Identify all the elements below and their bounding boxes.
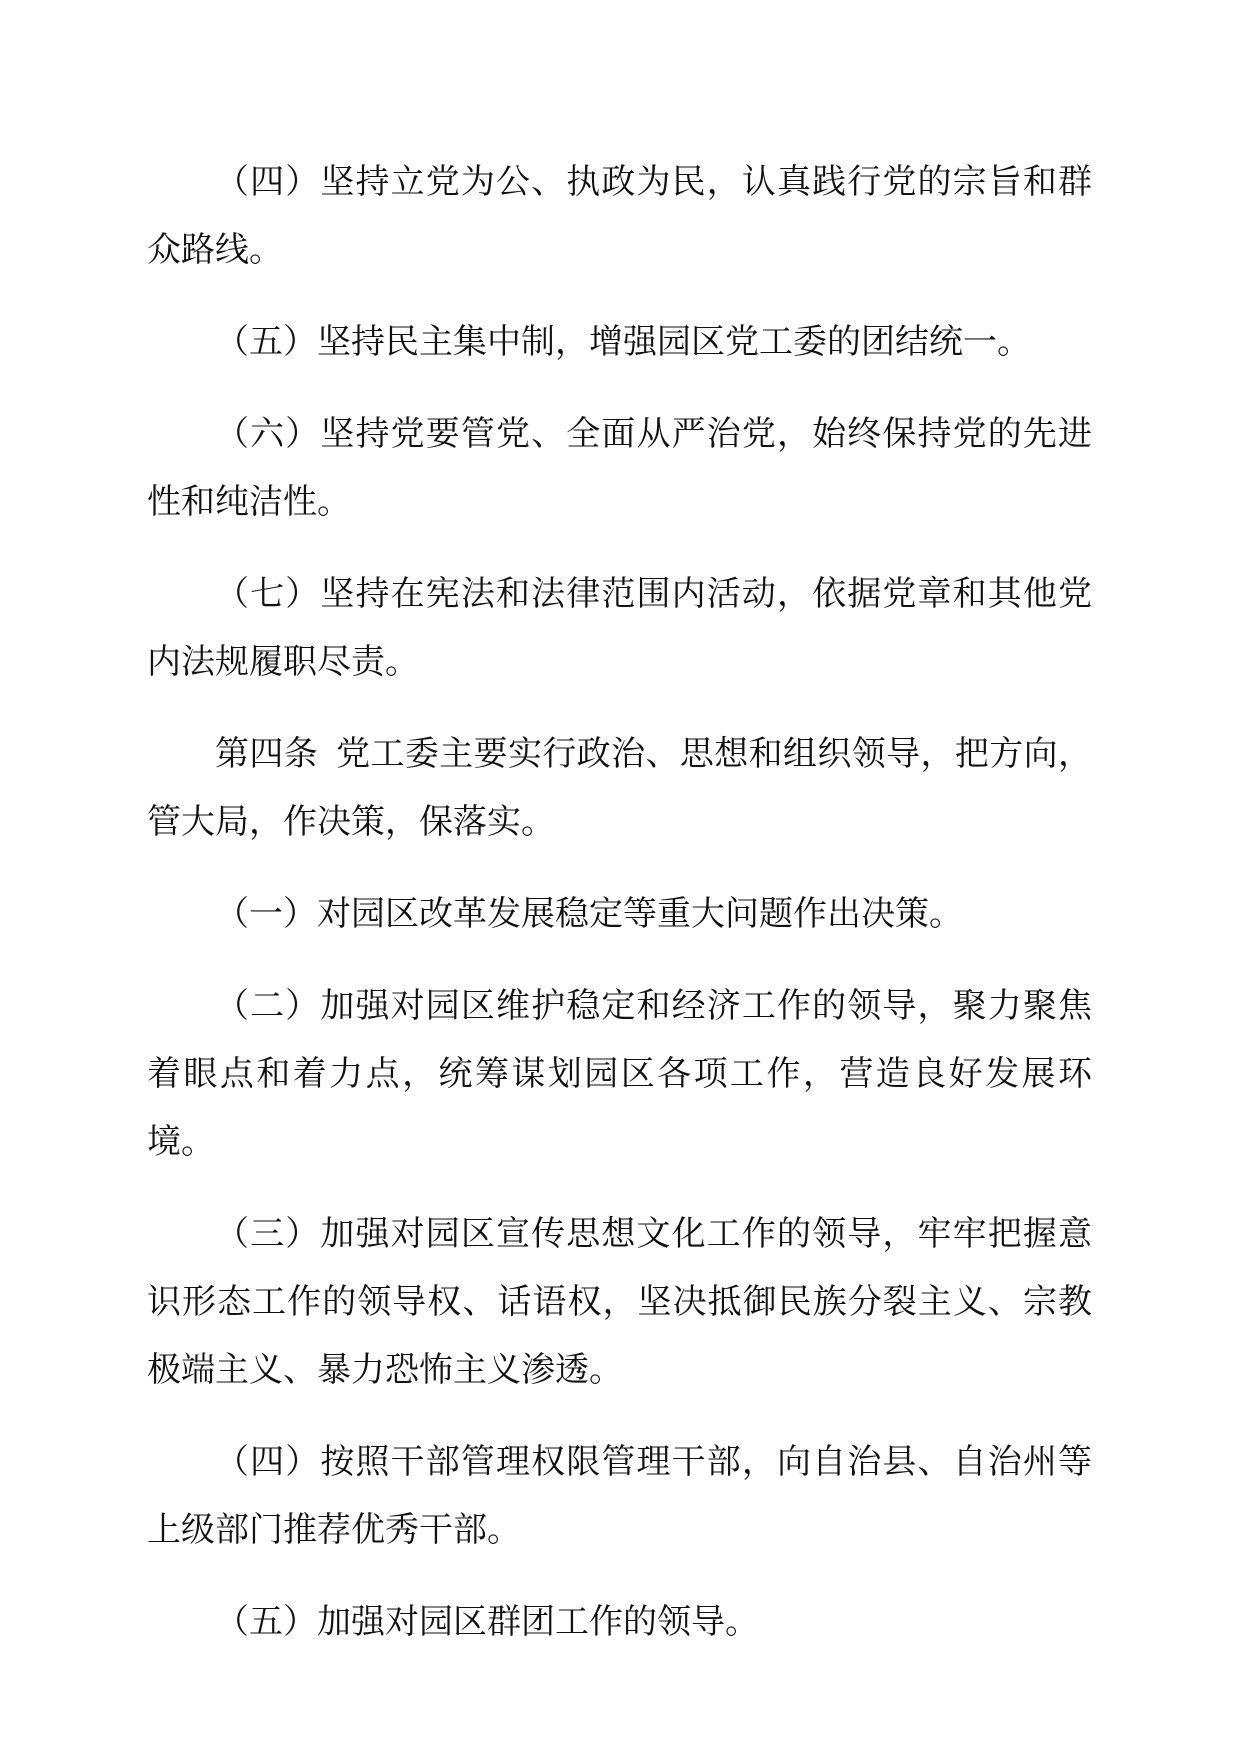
duty-item-2: （二）加强对园区维护稳定和经济工作的领导，聚力聚焦着眼点和着力点，统筹谋划园区各项工作，营造良好发展环境。 [147, 986, 1092, 1162]
duty-item-3: （三）加强对园区宣传思想文化工作的领导，牢牢把握意识形态工作的领导权、话语权，坚决抵御民族分裂主义、宗教极端主义、暴力恐怖主义渗透。 [147, 1214, 1092, 1390]
duty-item-1: （一）对园区改革发展稳定等重大问题作出决策。 [215, 894, 963, 934]
paragraph-item-6: （六）坚持党要管党、全面从严治党，始终保持党的先进性和纯洁性。 [147, 414, 1092, 522]
duty-item-4: （四）按照干部管理权限管理干部，向自治县、自治州等上级部门推荐优秀干部。 [147, 1442, 1092, 1550]
article-4-paragraph [147, 720, 1092, 856]
paragraph-item-7: （七）坚持在宪法和法律范围内活动，依据党章和其他党内法规履职尽责。 [147, 574, 1092, 682]
article-number: 第四条 [215, 734, 319, 774]
article-text: 党工委主要实行政治、思想和组织领导，把方向，管大局，作决策，保落实。 [147, 734, 1092, 842]
paragraph-item-5: （五）坚持民主集中制，增强园区党工委的团结统一。 [215, 322, 1031, 362]
paragraph-item-4: （四）坚持立党为公、执政为民，认真践行党的宗旨和群众路线。 [147, 162, 1092, 270]
document-body [147, 148, 1092, 1680]
duty-item-5: （五）加强对园区群团工作的领导。 [215, 1602, 759, 1642]
